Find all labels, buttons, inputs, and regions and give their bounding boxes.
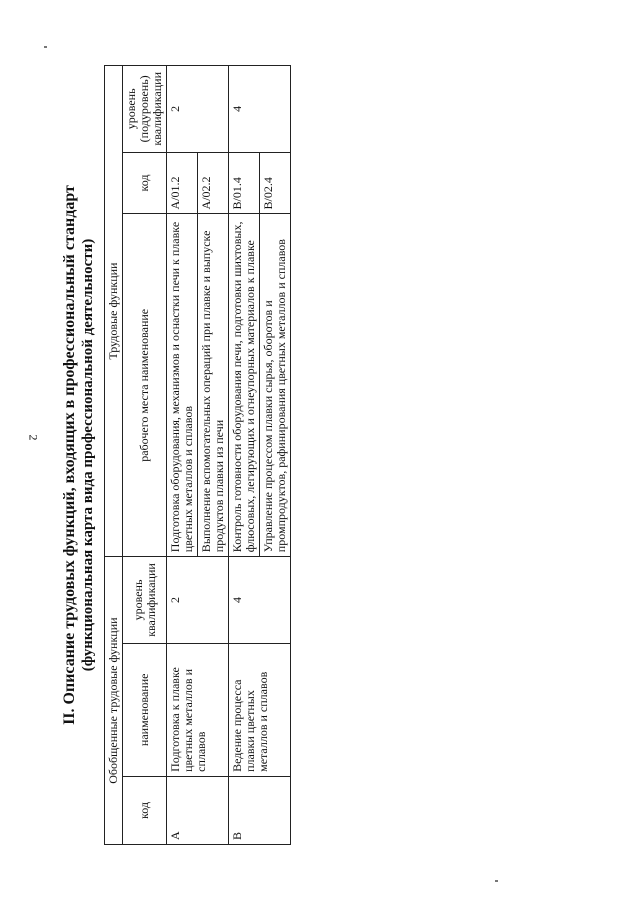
function-name: Подготовка оборудования, механизмов и оснастки печи к плавке цветных металлов и сплавов (167, 214, 198, 557)
row-name: Ведение процесса плавки цветных металлов и сплавов (229, 643, 291, 776)
header-tf-code: код (123, 152, 167, 214)
title-line-1: II. Описание трудовых функций, входящих в профессиональный стандарт (61, 185, 78, 725)
row-level: 4 (229, 557, 291, 644)
function-code: A/01.2 (167, 152, 198, 214)
header-workplace-name: рабочего места наименование (123, 214, 167, 557)
rotated-content (60, 65, 330, 845)
scan-speck (495, 880, 498, 882)
scan-speck (44, 46, 47, 48)
header-level: уровень квалификации (123, 557, 167, 644)
function-code: B/01.4 (229, 152, 260, 214)
header-name: наименование (123, 643, 167, 776)
row-level: 2 (167, 557, 229, 644)
row-code: B (229, 776, 291, 844)
page-number: 2 (26, 434, 41, 441)
header-generalized: Обобщенные трудовые функции (105, 557, 123, 845)
table-row (229, 66, 260, 845)
row-code: A (167, 776, 229, 844)
table-row (167, 66, 198, 845)
function-code: B/02.4 (260, 152, 291, 214)
function-name: Управление процессом плавки сырья, оборотов и промпродуктов, рафинирования цветных металлов и сплавов (260, 214, 291, 557)
function-code: A/02.2 (198, 152, 229, 214)
functions-table (104, 65, 291, 845)
header-tf-level: уровень (подуровень) квалификации (123, 66, 167, 153)
title-line-2: (функциональная карта вида профессиональной деятельности) (80, 238, 96, 672)
header-row-2 (123, 66, 167, 845)
section-title (60, 65, 98, 845)
function-name: Выполнение вспомогательных операций при плавке и выпуске продуктов плавки из печи (198, 214, 229, 557)
header-code: код (123, 776, 167, 844)
function-level: 2 (167, 66, 229, 153)
row-name: Подготовка к плавке цветных металлов и сплавов (167, 643, 229, 776)
header-row-1 (105, 66, 123, 845)
function-level: 4 (229, 66, 291, 153)
function-name: Контроль готовности оборудования печи, подготовки шихтовых, флюсовых, легирующих и огнеупорных материалов к плавке (229, 214, 260, 557)
header-labor: Трудовые функции (105, 66, 123, 557)
